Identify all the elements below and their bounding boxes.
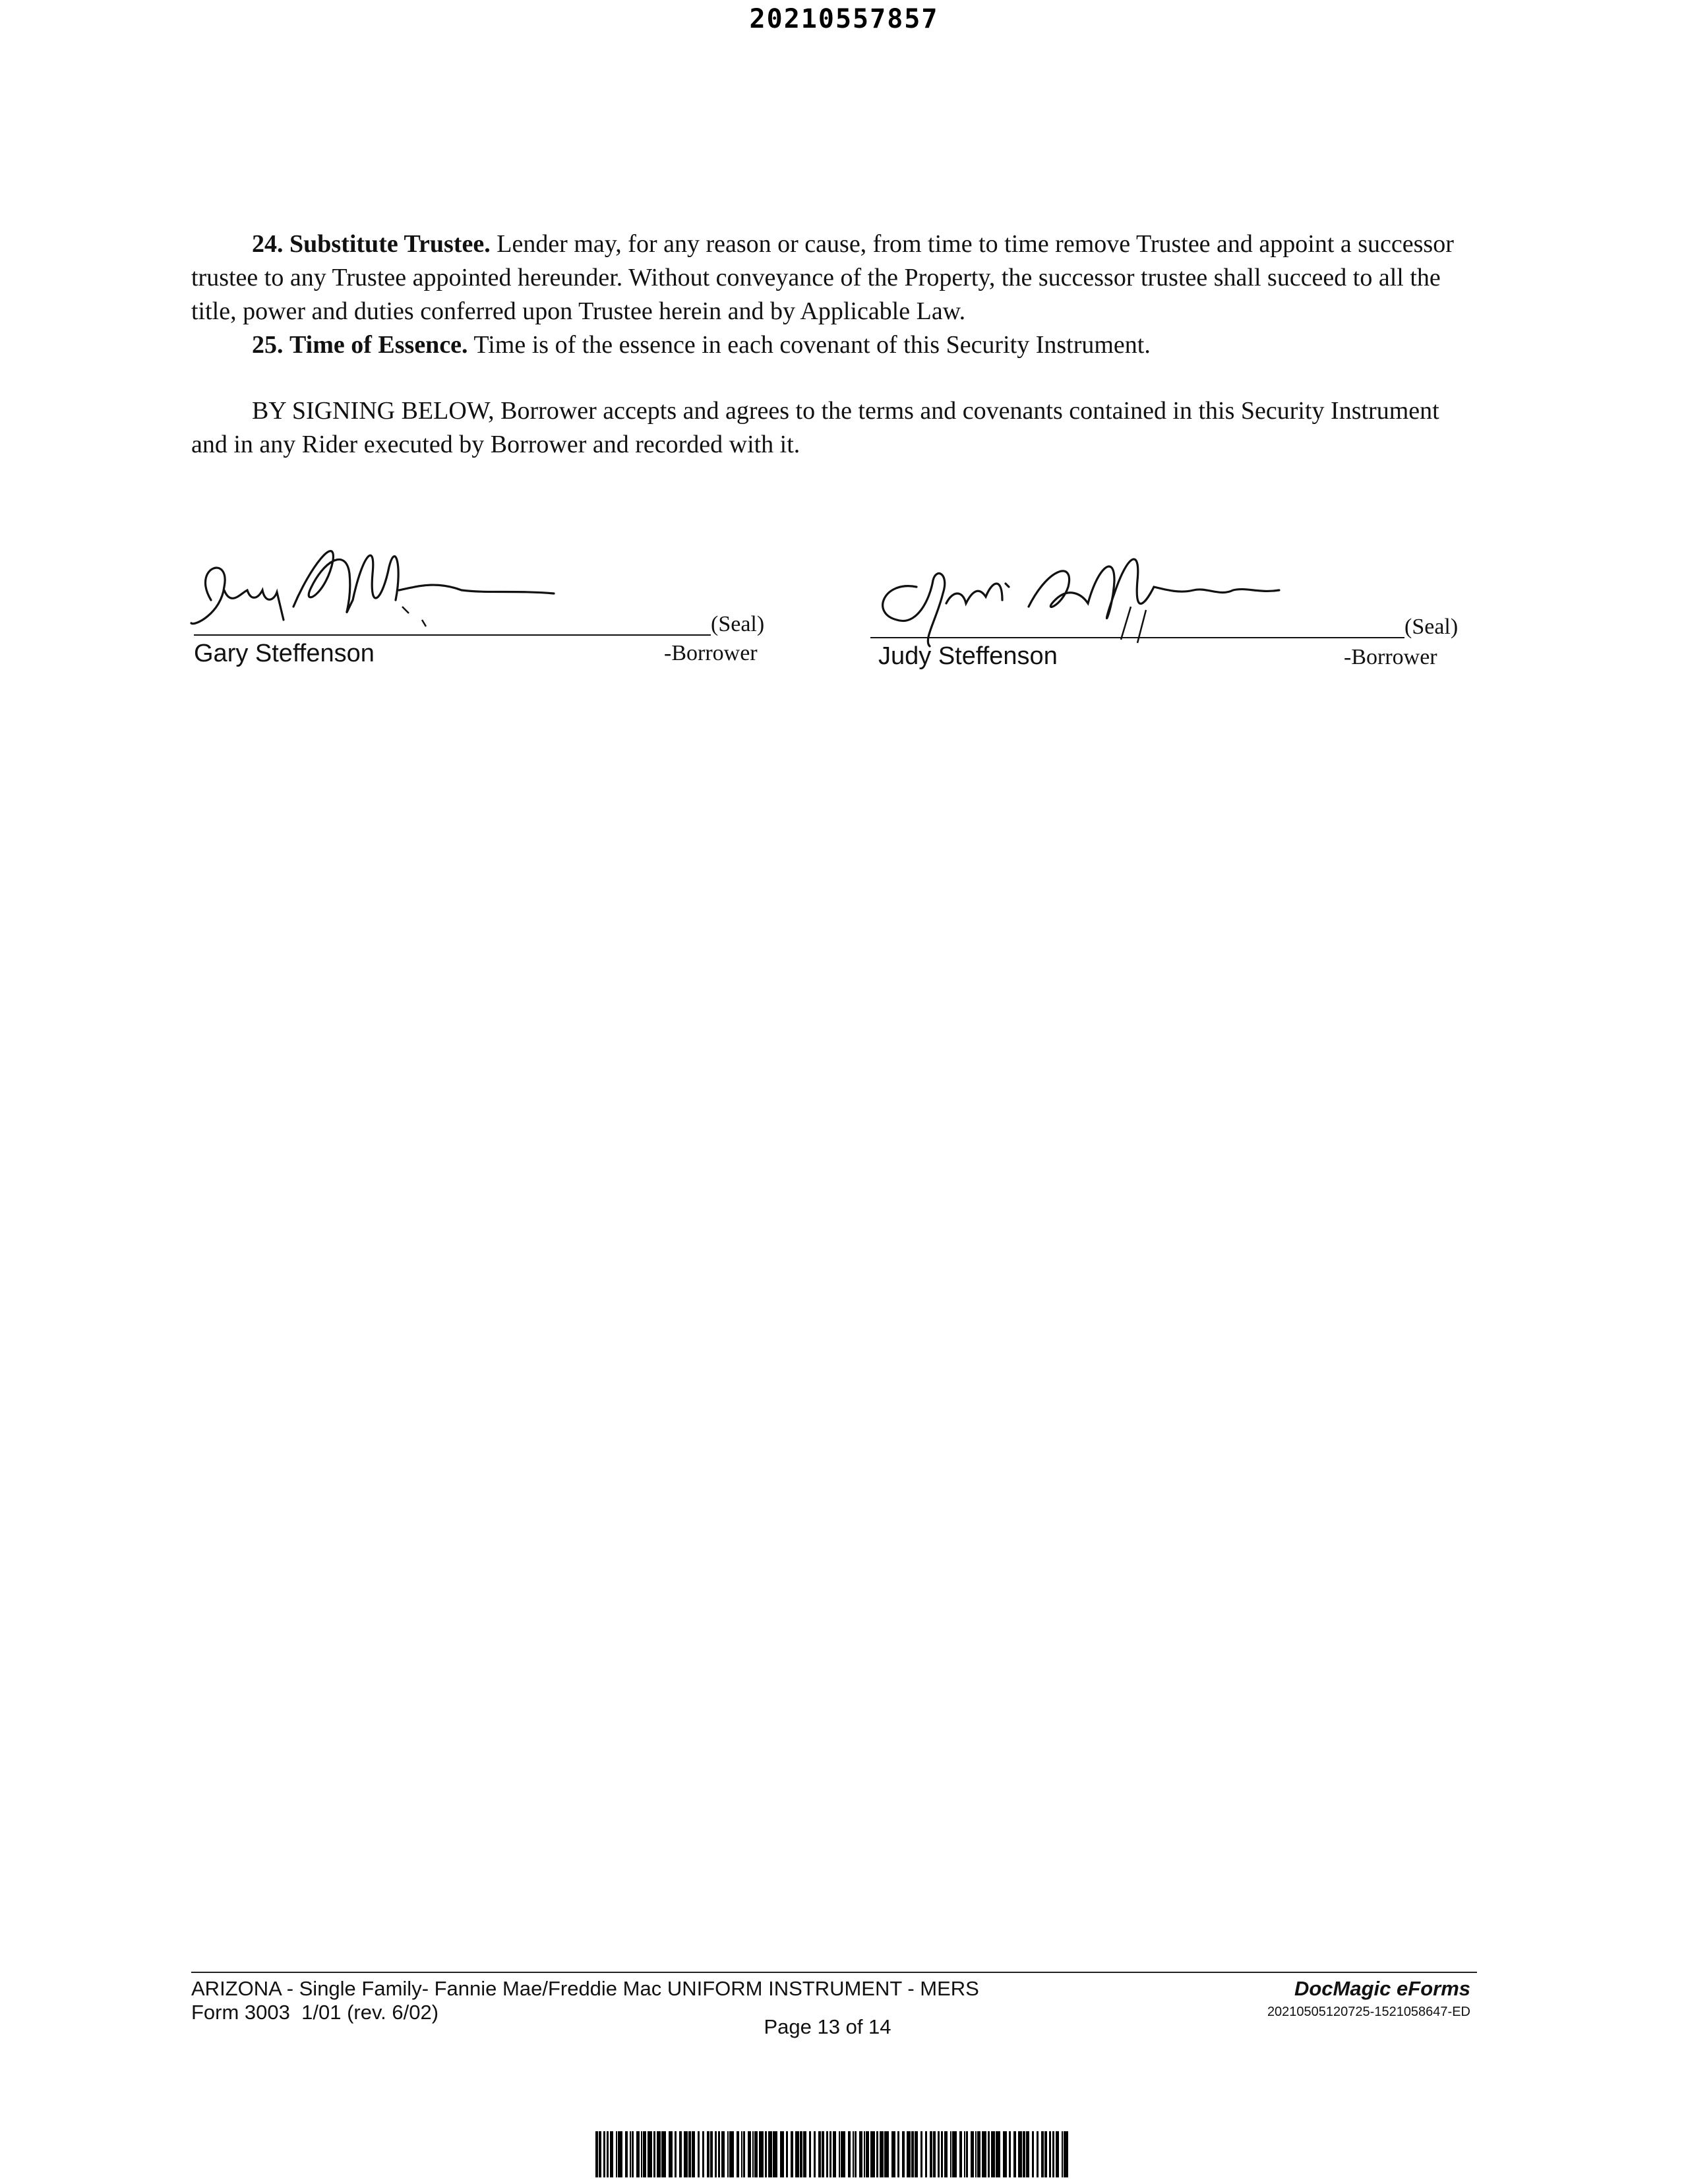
- section-number: 25.: [252, 331, 284, 359]
- signing-statement: [191, 394, 1477, 462]
- signing-statement-text: BY SIGNING BELOW, Borrower accepts and agrees to the terms and covenants contained in this Security Instrument and in any Rider executed by Borrower and recorded with it.: [191, 397, 1439, 458]
- signature-block-borrower-2: [870, 528, 1464, 670]
- document-id: 20210505120725-1521058647-ED: [1267, 2005, 1470, 2019]
- signer-name: Gary Steffenson: [194, 640, 375, 667]
- vendor-brand: [1267, 1977, 1470, 2020]
- form-line-1: ARIZONA - Single Family- Fannie Mae/Freddie Mac UNIFORM INSTRUMENT - MERS: [191, 1977, 979, 2000]
- footer-divider: [191, 1972, 1477, 1973]
- signer-role: -Borrower: [664, 641, 758, 665]
- section-number: 24.: [252, 230, 284, 258]
- section-title: Substitute Trustee.: [289, 230, 491, 258]
- section-25: [191, 328, 1477, 362]
- seal-label: (Seal): [711, 612, 765, 636]
- barcode-icon: [595, 2131, 1070, 2177]
- signer-name: Judy Steffenson: [878, 642, 1058, 670]
- section-text: Lender may, for any reason or cause, from time to time remove Trustee and appoint a successor trustee to any Trustee appointed hereunder. Without conveyance of the Property, the successor trustee shall succeed to all the title, power and duties conferred upon Trustee herein and by Applicable Law.: [191, 230, 1454, 325]
- recording-number: 20210557857: [749, 4, 939, 34]
- section-title: Time of Essence.: [289, 331, 468, 359]
- page-number: Page 13 of 14: [764, 2015, 891, 2038]
- brand-logo: DocMagic eForms: [1294, 1977, 1470, 2000]
- section-text: Time is of the essence in each covenant of this Security Instrument.: [473, 331, 1151, 359]
- section-24: [191, 228, 1477, 328]
- signer-role: -Borrower: [1344, 645, 1437, 669]
- handwritten-signature: [870, 528, 1332, 659]
- seal-label: (Seal): [1404, 615, 1459, 639]
- signature-block-borrower-1: [185, 528, 778, 667]
- form-line-2: Form 3003 1/01 (rev. 6/02): [191, 2001, 439, 2024]
